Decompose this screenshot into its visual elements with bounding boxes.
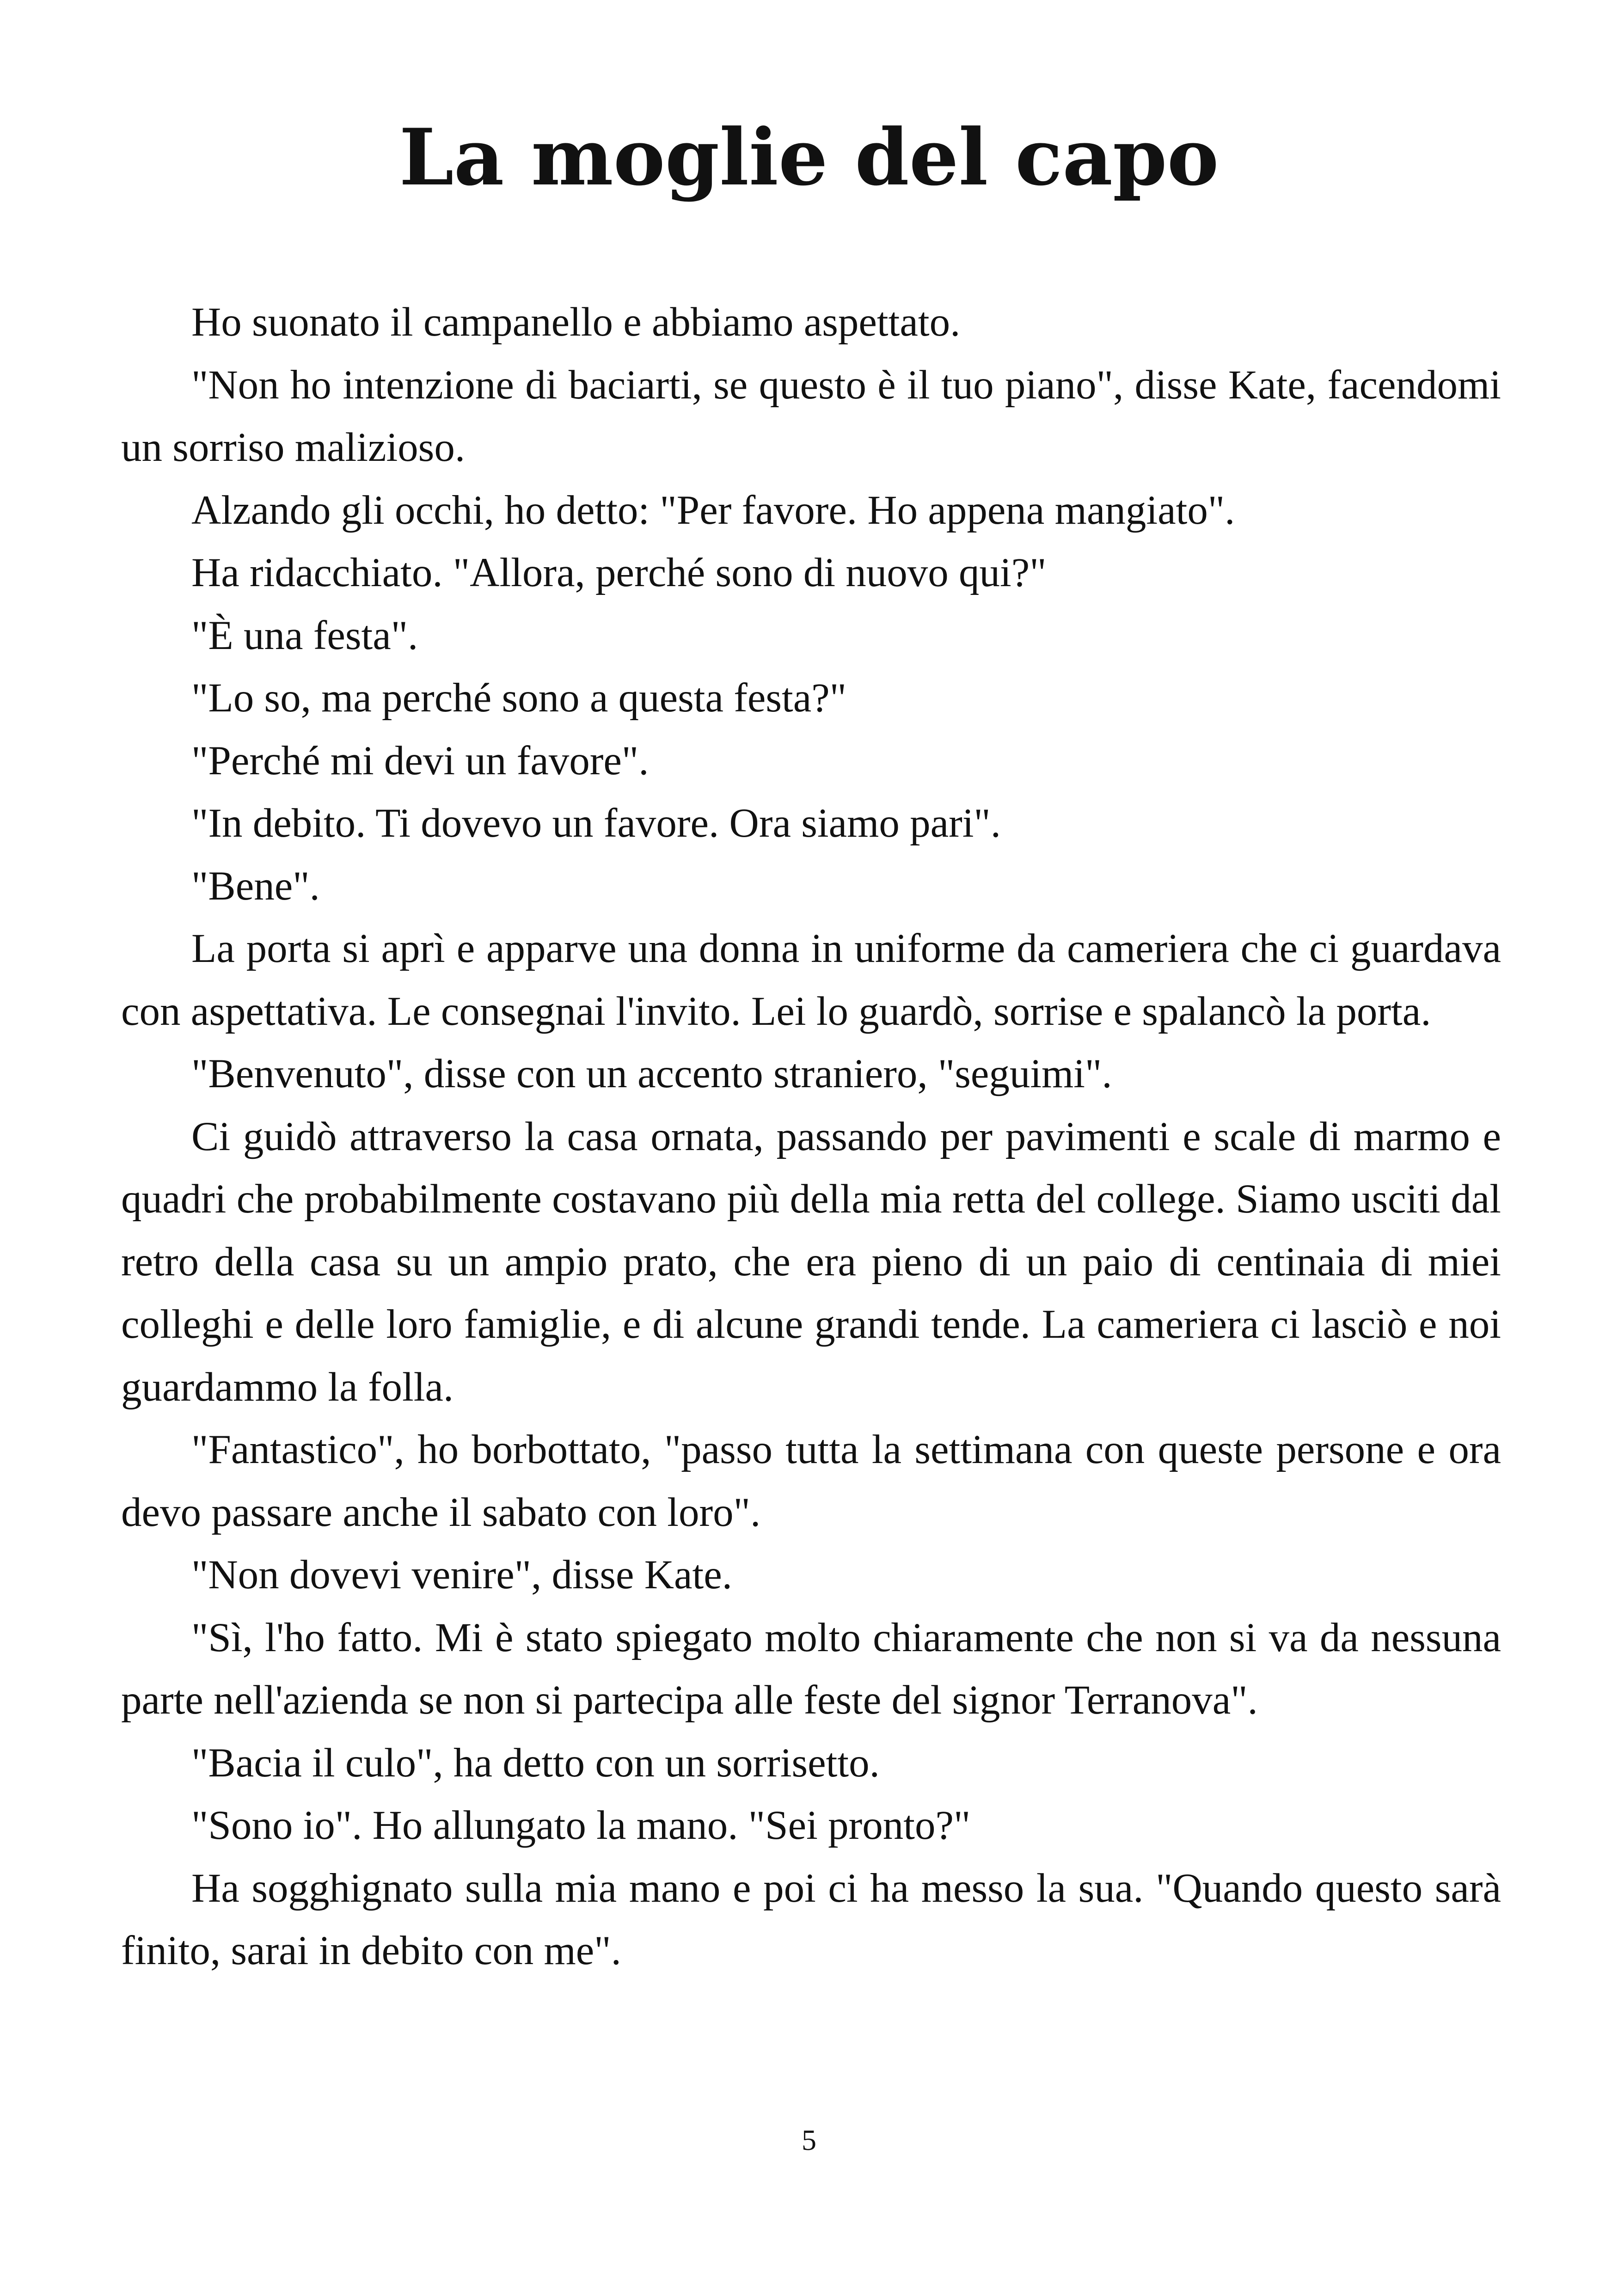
paragraph: "Lo so, ma perché sono a questa festa?" xyxy=(191,675,847,721)
chapter-body xyxy=(121,291,1501,1983)
paragraph: "Perché mi devi un favore". xyxy=(191,738,649,784)
paragraph: Ha ridacchiato. "Allora, perché sono di nuovo qui?" xyxy=(191,550,1047,595)
paragraph: Alzando gli occhi, ho detto: "Per favore. Ho appena mangiato". xyxy=(191,487,1235,533)
paragraph: "Fantastico", ho borbottato, "passo tutta la settimana con queste persone e ora devo passare anche il sabato con loro". xyxy=(121,1427,1501,1535)
chapter-title: La moglie del capo xyxy=(399,111,1219,203)
paragraph: "Benvenuto", disse con un accento straniero, "seguimi". xyxy=(191,1051,1112,1096)
paragraph: Ho suonato il campanello e abbiamo aspettato. xyxy=(191,300,961,345)
paragraph: Ci guidò attraverso la casa ornata, passando per pavimenti e scale di marmo e quadri che probabilmente costavano più della mia retta del college. Siamo usciti dal retro della casa su un ampio prato, che era pieno di un paio di centinaia di miei colleghi e delle loro famiglie, e di alcune grandi tende. La cameriera ci lasciò e noi guardammo la folla. xyxy=(121,1114,1501,1410)
paragraph: "Bacia il culo", ha detto con un sorrisetto. xyxy=(191,1740,880,1786)
paragraph: "In debito. Ti dovevo un favore. Ora siamo pari". xyxy=(191,801,1001,846)
paragraph: Ha sogghignato sulla mia mano e poi ci ha messo la sua. "Quando questo sarà finito, sarai in debito con me". xyxy=(121,1865,1501,1973)
paragraph: "Non ho intenzione di baciarti, se questo è il tuo piano", disse Kate, facendomi un sorriso malizioso. xyxy=(121,362,1501,470)
paragraph: "Non dovevi venire", disse Kate. xyxy=(191,1552,733,1598)
paragraph: "È una festa". xyxy=(191,612,418,658)
paragraph: "Sì, l'ho fatto. Mi è stato spiegato molto chiaramente che non si va da nessuna parte nell'azienda se non si partecipa alle feste del signor Terranova". xyxy=(121,1615,1501,1723)
paragraph: La porta si aprì e apparve una donna in uniforme da cameriera che ci guardava con aspettativa. Le consegnai l'invito. Lei lo guardò, sorrise e spalancò la porta. xyxy=(121,926,1501,1034)
paragraph: "Sono io". Ho allungato la mano. "Sei pronto?" xyxy=(191,1803,971,1848)
page-number: 5 xyxy=(802,2124,816,2156)
paragraph: "Bene". xyxy=(191,863,320,909)
